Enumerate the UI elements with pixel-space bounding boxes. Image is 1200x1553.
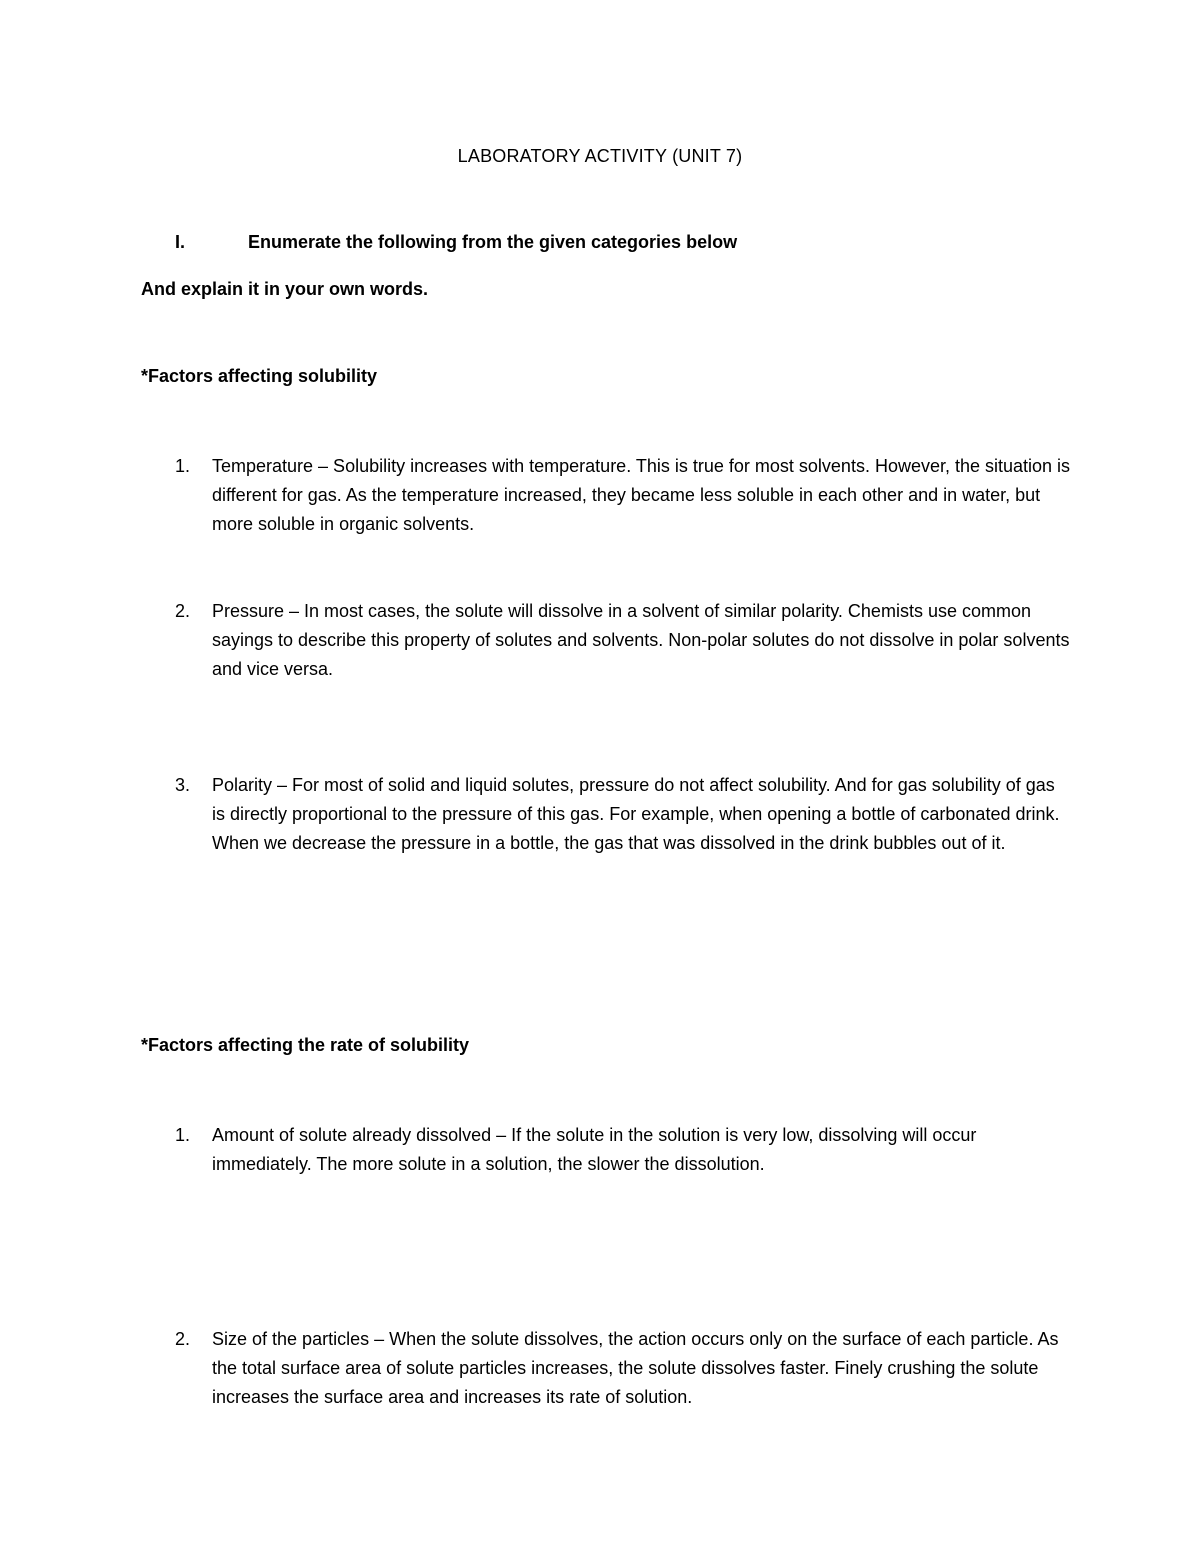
category-heading-solubility: *Factors affecting solubility [141,366,378,386]
list-item-number: 3. [175,775,191,795]
list-item-text: Size of the particles – When the solute dissolves, the action occurs only on the surface of each particle. As the total surface area of solute particles increases, the solute dissolves faster. Finely crushing the solute increases the surface area and increases its rate of solution. [212,1329,1059,1407]
section-numeral: I. [175,232,186,252]
list-item-text: Polarity – For most of solid and liquid solutes, pressure do not affect solubility. And for gas solubility of gas is directly proportional to the pressure of this gas. For example, when opening a bottle of carbonated drink. When we decrease the pressure in a bottle, the gas that was dissolved in the drink bubbles out of it. [212,775,1060,853]
list-item-number: 1. [175,456,191,476]
section-heading-text: Enumerate the following from the given categories below [248,232,738,252]
page-title: LABORATORY ACTIVITY (UNIT 7) [457,146,743,166]
list-item-text: Temperature – Solubility increases with temperature. This is true for most solvents. However, the situation is different for gas. As the temperature increased, they became less soluble in each other and in water, but more soluble in organic solvents. [212,456,1071,534]
list-item-text: Pressure – In most cases, the solute will dissolve in a solvent of similar polarity. Chemists use common sayings to describe this property of solutes and solvents. Non-polar solutes do not dissolve in polar solvents and vice versa. [212,601,1070,679]
list-item-number: 1. [175,1125,191,1145]
category-heading-rate: *Factors affecting the rate of solubility [141,1035,470,1055]
list-item-number: 2. [175,601,191,621]
list-item-text: Amount of solute already dissolved – If the solute in the solution is very low, dissolving will occur immediately. The more solute in a solution, the slower the dissolution. [212,1125,977,1174]
list-item-number: 2. [175,1329,191,1349]
instruction-text: And explain it in your own words. [141,279,429,299]
